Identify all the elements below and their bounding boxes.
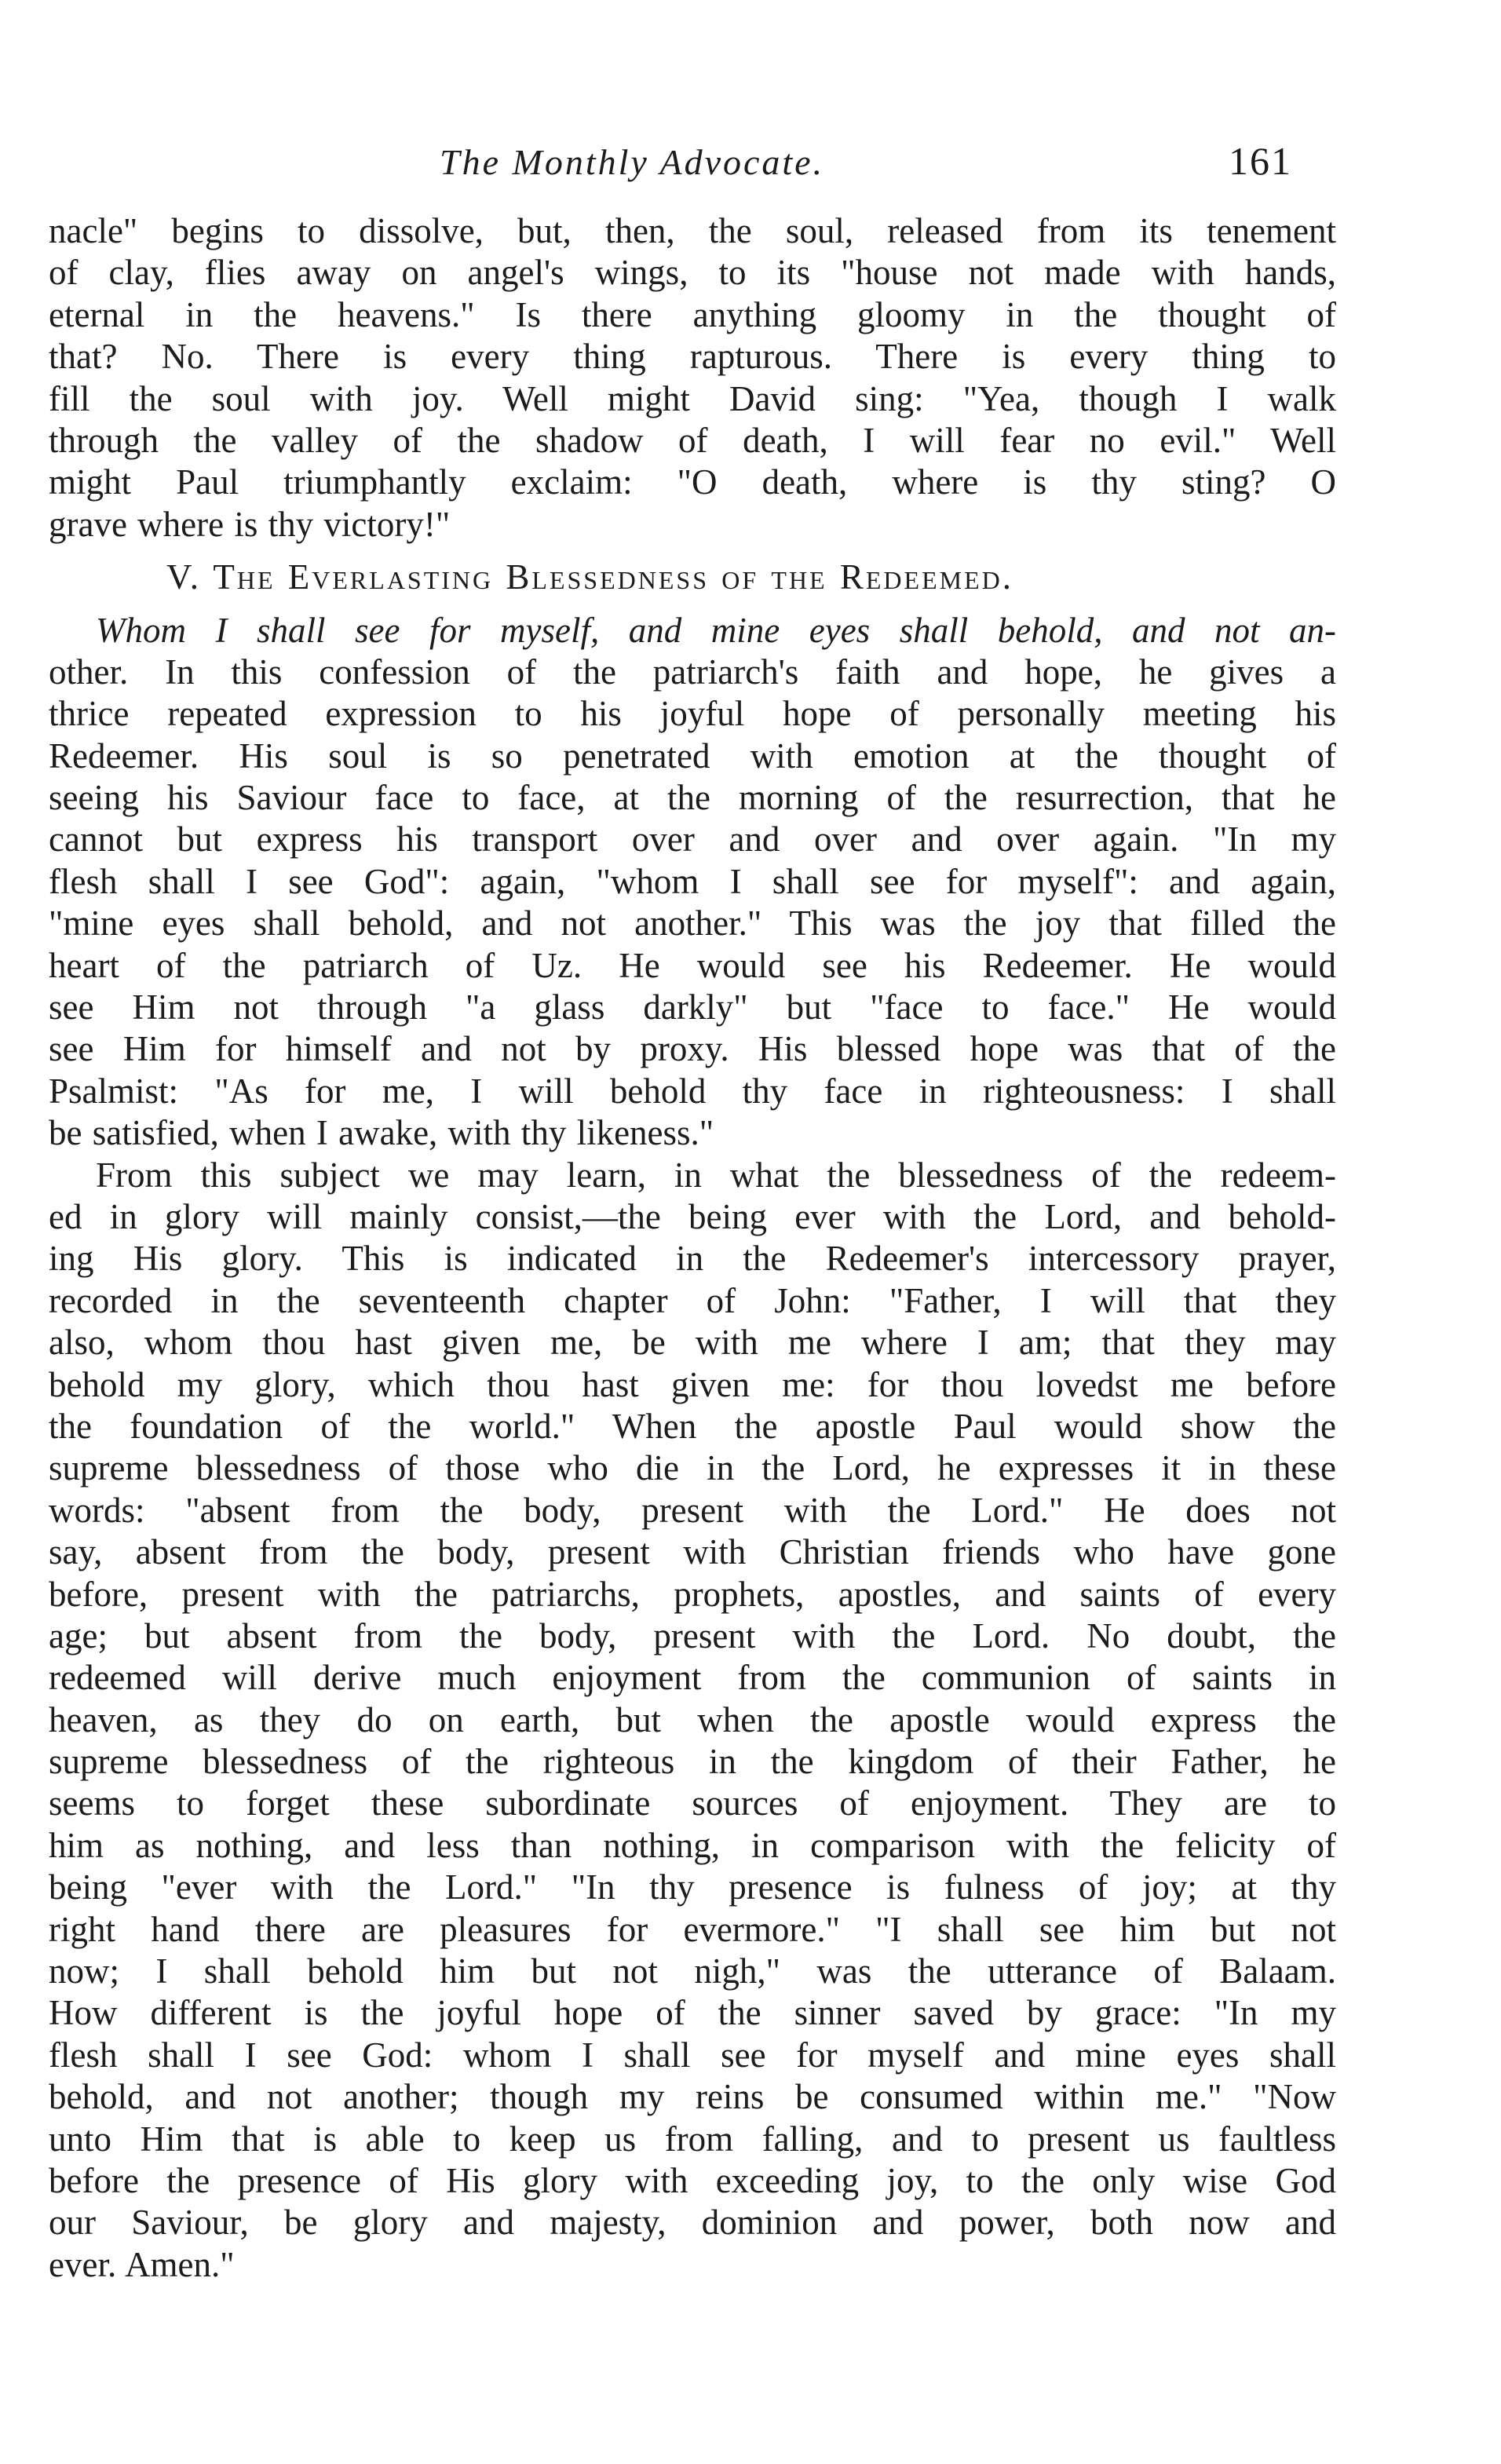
text-line: that? No. There is every thing rapturous. There is every thing to [49,337,1336,377]
text-line: also, whom thou hast given me, be with me where I am; that they may [49,1323,1336,1363]
text-line: our Saviour, be glory and majesty, dominion and power, both now and [49,2203,1336,2243]
text-line: Psalmist: "As for me, I will behold thy face in righteousness: I shall [49,1071,1336,1111]
text-line: be satisfied, when I awake, with thy likeness." [49,1113,714,1153]
text-line: him as nothing, and less than nothing, in comparison with the felicity of [49,1825,1336,1865]
text-line: eternal in the heavens." Is there anything gloomy in the thought of [49,294,1336,334]
text-line: other. In this confession of the patriarch's faith and hope, he gives a [49,652,1336,692]
text-line: recorded in the seventeenth chapter of John: "Father, I will that they [49,1280,1336,1320]
text-line: fill the soul with joy. Well might David sing: "Yea, though I walk [49,378,1336,418]
text-line: the foundation of the world." When the apostle Paul would show the [49,1406,1336,1446]
text-line: before the presence of His glory with exceeding joy, to the only wise God [49,2160,1336,2200]
text-line: Whom I shall see for myself, and mine eyes shall behold, and not an- [96,610,1336,650]
page-number: 161 [1229,139,1292,183]
text-line: flesh shall I see God: whom I shall see for myself and mine eyes shall [49,2035,1336,2075]
text-line: thrice repeated expression to his joyful hope of personally meeting his [49,694,1336,734]
text-line: ing His glory. This is indicated in the Redeemer's intercessory prayer, [49,1239,1336,1279]
section-heading: V. The Everlasting Blessedness of the Redeemed. [166,557,1013,597]
text-line: redeemed will derive much enjoyment from the communion of saints in [49,1658,1336,1698]
text-line: From this subject we may learn, in what the blessedness of the redeem- [96,1155,1336,1195]
text-line: supreme blessedness of those who die in the Lord, he expresses it in these [49,1448,1336,1488]
text-line: ever. Amen." [49,2244,235,2284]
text-line: through the valley of the shadow of death, I will fear no evil." Well [49,420,1336,460]
text-line: seeing his Saviour face to face, at the morning of the resurrection, that he [49,778,1336,818]
body-text [49,210,1336,2286]
text-line: say, absent from the body, present with Christian friends who have gone [49,1532,1336,1572]
text-line: before, present with the patriarchs, prophets, apostles, and saints of every [49,1574,1336,1614]
text-line: of clay, flies away on angel's wings, to its "house not made with hands, [49,253,1336,293]
text-line: Redeemer. His soul is so penetrated with emotion at the thought of [49,736,1336,776]
text-line: grave where is thy victory!" [49,504,451,544]
text-line: right hand there are pleasures for evermore." "I shall see him but not [49,1909,1336,1949]
text-line: seems to forget these subordinate sources of enjoyment. They are to [49,1783,1336,1823]
text-line: see Him not through "a glass darkly" but "face to face." He would [49,987,1336,1028]
text-line: heart of the patriarch of Uz. He would see his Redeemer. He would [49,945,1336,985]
text-line: behold, and not another; though my reins be consumed within me." "Now [49,2077,1336,2117]
text-line: unto Him that is able to keep us from falling, and to present us faultless [49,2119,1336,2159]
text-line: How different is the joyful hope of the sinner saved by grace: "In my [49,1993,1336,2033]
text-line: might Paul triumphantly exclaim: "O death, where is thy sting? O [49,462,1336,502]
text-line: supreme blessedness of the righteous in the kingdom of their Father, he [49,1742,1336,1782]
text-line: cannot but express his transport over and over and over again. "In my [49,820,1336,860]
running-title: The Monthly Advocate. [440,142,825,182]
text-line: age; but absent from the body, present with the Lord. No doubt, the [49,1615,1336,1655]
text-line: being "ever with the Lord." "In thy presence is fulness of joy; at thy [49,1867,1336,1907]
text-line: words: "absent from the body, present with the Lord." He does not [49,1490,1336,1530]
text-line: see Him for himself and not by proxy. His blessed hope was that of the [49,1029,1336,1069]
text-line: behold my glory, which thou hast given me: for thou lovedst me before [49,1364,1336,1404]
text-line: "mine eyes shall behold, and not another." This was the joy that filled the [49,903,1336,944]
text-line: nacle" begins to dissolve, but, then, the soul, released from its tenement [49,211,1336,250]
text-line: now; I shall behold him but not nigh," was the utterance of Balaam. [49,1951,1336,1991]
text-line: flesh shall I see God": again, "whom I shall see for myself": and again, [49,861,1336,901]
text-line: ed in glory will mainly consist,—the being ever with the Lord, and behold- [49,1196,1336,1236]
text-line: heaven, as they do on earth, but when the apostle would express the [49,1699,1336,1739]
